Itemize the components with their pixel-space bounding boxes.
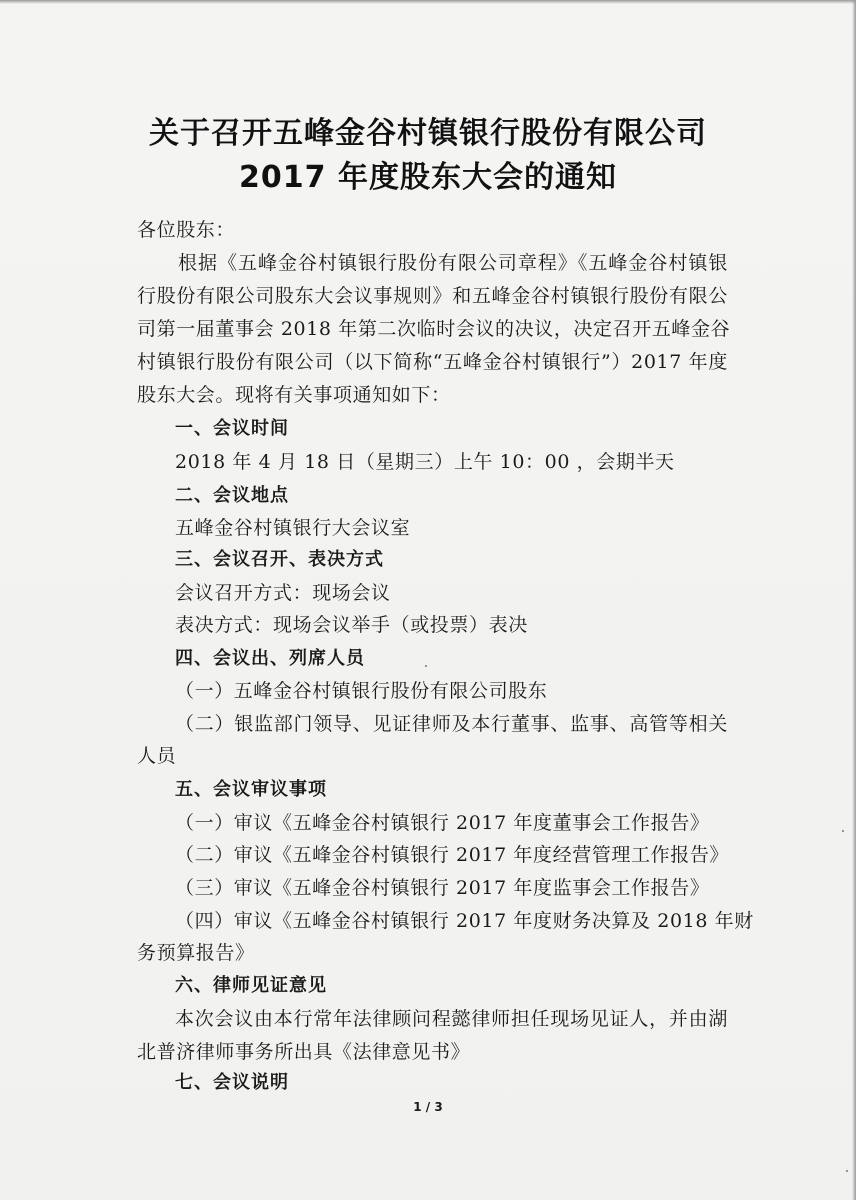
section-6-heading: 六、律师见证意见 (175, 975, 327, 996)
section-5-item-1: （一）审议《五峰金谷村镇银行 2017 年度董事会工作报告》 (175, 812, 710, 834)
intro-line-3: 司第一届董事会 2018 年第二次临时会议的决议，决定召开五峰金谷 (137, 318, 731, 340)
section-2-heading: 二、会议地点 (175, 485, 289, 506)
section-1-text: 2018 年 4 月 18 日（星期三）上午 10：00 ，会期半天 (175, 451, 675, 473)
section-5-heading: 五、会议审议事项 (175, 779, 327, 800)
section-4-item-1: （一）五峰金谷村镇银行股份有限公司股东 (175, 680, 548, 702)
section-1-heading: 一、会议时间 (175, 418, 289, 439)
section-3-heading: 三、会议召开、表决方式 (175, 549, 384, 570)
intro-line-4: 村镇银行股份有限公司（以下简称“五峰金谷村镇银行”）2017 年度 (137, 351, 728, 373)
salutation: 各位股东： (137, 219, 236, 241)
section-5-item-2: （二）审议《五峰金谷村镇银行 2017 年度经营管理工作报告》 (175, 844, 730, 866)
document-title-line-2: 2017 年度股东大会的通知 (239, 160, 617, 195)
page-number: 1 / 3 (413, 1100, 443, 1114)
scan-edge-top (0, 0, 856, 4)
section-4-item-2-line-2: 人员 (137, 745, 177, 767)
section-4-heading: 四、会议出、列席人员 (175, 648, 365, 669)
document-title-line-1: 关于召开五峰金谷村镇银行股份有限公司 (149, 116, 707, 151)
intro-line-5: 股东大会。现将有关事项通知如下： (137, 384, 451, 406)
section-5-item-4-line-2: 务预算报告》 (137, 942, 255, 964)
section-3-text-2: 表决方式：现场会议举手（或投票）表决 (175, 614, 528, 636)
section-5-item-3: （三）审议《五峰金谷村镇银行 2017 年度监事会工作报告》 (175, 877, 710, 899)
section-6-text-line-2: 北普济律师事务所出具《法律意见书》 (137, 1041, 471, 1063)
scan-speck (842, 830, 844, 832)
section-2-text: 五峰金谷村镇银行大会议室 (175, 517, 411, 539)
section-6-text-line-1: 本次会议由本行常年法律顾问程懿律师担任现场见证人，并由湖 (175, 1008, 728, 1030)
section-3-text-1: 会议召开方式：现场会议 (175, 582, 391, 604)
section-5-item-4-line-1: （四）审议《五峰金谷村镇银行 2017 年度财务决算及 2018 年财 (175, 910, 754, 932)
section-7-heading: 七、会议说明 (175, 1072, 289, 1093)
section-4-item-2-line-1: （二）银监部门领导、见证律师及本行董事、监事、高管等相关 (175, 713, 728, 735)
intro-line-2: 行股份有限公司股东大会议事规则》和五峰金谷村镇银行股份有限公 (137, 285, 728, 307)
scan-speck (846, 1170, 848, 1172)
intro-line-1: 根据《五峰金谷村镇银行股份有限公司章程》《五峰金谷村镇银 (178, 252, 728, 274)
scan-speck (425, 665, 427, 667)
